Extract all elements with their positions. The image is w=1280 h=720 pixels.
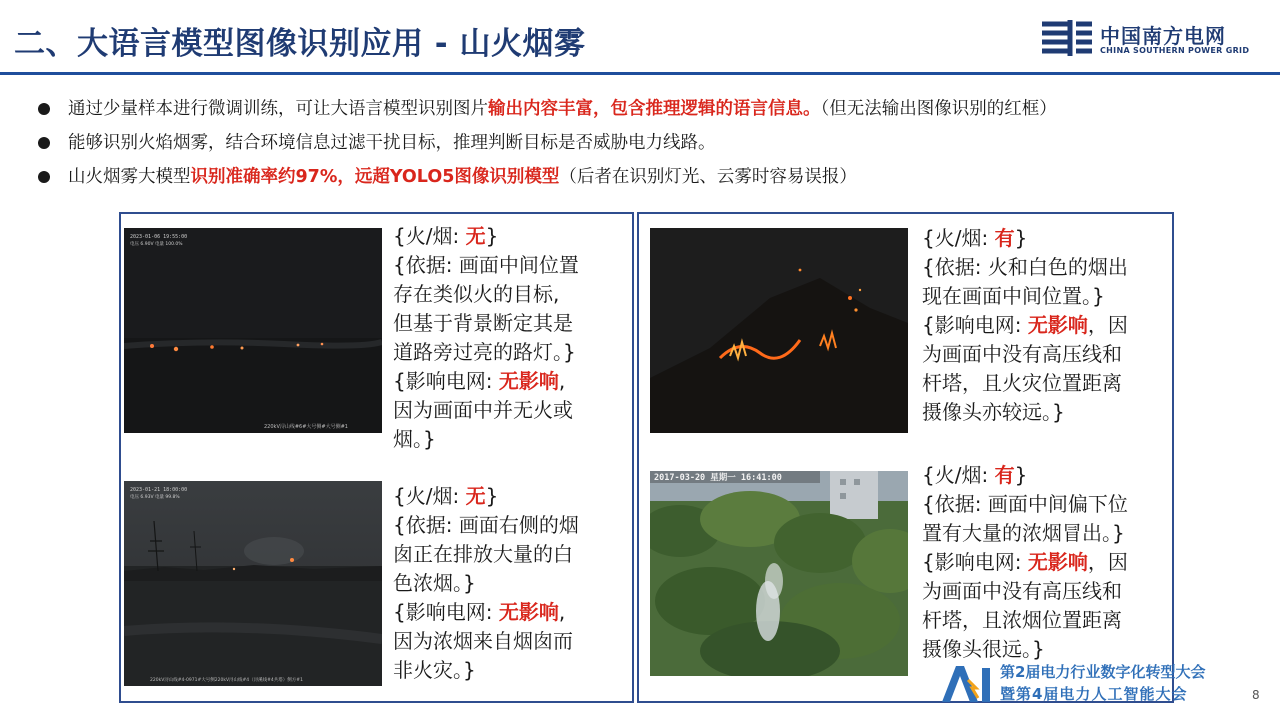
photo-overlay-top: 电压 6.90V 电量 100.0% [130,242,183,247]
description-line [922,253,1172,282]
verdict-highlight: 无影响 [498,600,559,624]
description-line [922,548,1177,577]
conference-title-1: 第2届电力行业数字化转型大会 [1000,663,1206,681]
photo-chimney-smoke [124,481,382,686]
verdict-highlight: 无影响 [1027,313,1088,337]
description-line [393,569,628,598]
case-description-4 [922,461,1177,664]
bullet-text: 通过少量样本进行微调训练，可让大语言模型识别图片 [68,99,488,119]
description-line [922,461,1177,490]
logo-text-en: CHINA SOUTHERN POWER GRID [1100,46,1250,55]
description-line [393,396,628,425]
photo-night-streetlights [124,228,382,433]
description-text: 摄像头亦较远。} [922,400,1065,424]
description-text: 存在类似火的目标, [393,282,560,306]
description-line [922,224,1172,253]
description-text: {依据: 火和白色的烟出 [922,255,1128,279]
conference-title-2: 暨第4届电力人工智能大会 [1000,685,1188,703]
case-description-1 [393,222,628,454]
description-line [922,490,1177,519]
description-text: } [1014,226,1028,250]
description-text: {影响电网: [922,550,1028,574]
description-text: 烟。} [393,427,436,451]
verdict-highlight: 无 [465,484,486,508]
bullet-dot-icon [38,103,50,115]
verdict-highlight: 无影响 [1027,550,1088,574]
description-line [393,656,628,685]
description-text: 现在画面中间位置。} [922,284,1105,308]
description-text: 因为浓烟来自烟囱而 [393,629,573,653]
photo-timestamp: 2023-01-21 18:00:00 [130,487,188,493]
description-line [393,627,628,656]
description-text: {影响电网: [393,600,499,624]
bullet-item [36,126,1276,160]
bullet-item [36,92,1276,126]
description-text: {火/烟: [393,224,466,248]
description-text: ，因 [1087,313,1128,337]
conference-badge [938,660,1238,706]
description-text: } [1014,463,1028,487]
logo-text-cn: 中国南方电网 [1100,24,1226,48]
photo-overlay-top: 电压 6.93V 电量 99.8% [130,495,180,500]
csg-logo-icon [1040,18,1094,58]
description-text: , [558,600,566,624]
description-line [393,367,628,396]
description-line [922,340,1172,369]
description-line [393,251,628,280]
photo-forest-smoke [650,471,908,676]
verdict-highlight: 无 [465,224,486,248]
description-line [393,309,628,338]
description-line [393,540,628,569]
page-number: 8 [1252,688,1260,702]
description-text: 摄像头很远。} [922,637,1045,661]
description-line [922,606,1177,635]
verdict-highlight: 有 [994,226,1015,250]
description-text: 杆塔，且火灾位置距离 [922,371,1122,395]
description-text: {依据: 画面中间偏下位 [922,492,1128,516]
description-line [393,598,628,627]
description-text: 色浓烟。} [393,571,476,595]
description-line [922,398,1172,427]
conference-logo-icon [938,662,994,704]
description-text: 为画面中没有高压线和 [922,342,1122,366]
description-text: 囱正在排放大量的白 [393,542,573,566]
description-text: {影响电网: [922,313,1028,337]
description-text: , [558,369,566,393]
description-line [393,280,628,309]
photo-timestamp: 2023-01-06 19:55:00 [130,234,188,240]
bullet-highlight-text: 输出内容丰富，包含推理逻辑的语言信息。 [488,99,821,119]
description-text: } [485,484,499,508]
description-line [922,311,1172,340]
description-text: } [485,224,499,248]
description-text: {火/烟: [922,463,995,487]
description-line [922,369,1172,398]
bullet-text: （后者在识别灯光、云雾时容易误报） [559,167,857,187]
description-line [922,282,1172,311]
bullet-dot-icon [38,137,50,149]
description-text: {影响电网: [393,369,499,393]
description-text: 为画面中没有高压线和 [922,579,1122,603]
bullet-text: 能够识别火焰烟雾，结合环境信息过滤干扰目标，推理判断目标是否威胁电力线路。 [68,133,716,153]
description-line [393,222,628,251]
description-line [393,482,628,511]
description-line [922,519,1177,548]
photo-overlay-bottom: 220kV浔山线#6#大号侧#大号侧#1 [264,424,348,430]
description-text: 因为画面中并无火或 [393,398,573,422]
description-line [922,577,1177,606]
description-text: 但基于背景断定其是 [393,311,573,335]
bullet-highlight-text: 识别准确率约97%，远超YOLO5图像识别模型 [190,167,560,187]
description-line [393,425,628,454]
photo-overlay-bottom: 220kV浔山线#4-0971#大号侧220kV浔山线#4（浔溪线#4共塔）侧方#1 [150,678,303,683]
verdict-highlight: 有 [994,463,1015,487]
description-text: 置有大量的浓烟冒出。} [922,521,1125,545]
bullet-dot-icon [38,171,50,183]
description-text: 非火灾。} [393,658,476,682]
description-text: {火/烟: [922,226,995,250]
case-description-3 [922,224,1172,427]
bullet-text: 山火烟雾大模型 [68,167,191,187]
csg-logo [1040,18,1270,62]
description-text: {依据: 画面中间位置 [393,253,579,277]
page-title: 二、大语言模型图像识别应用 - 山火烟雾 [14,26,586,62]
header-divider [0,72,1280,75]
description-line [393,338,628,367]
photo-timestamp: 2017-03-20 星期一 16:41:00 [654,473,782,483]
description-text: {依据: 画面右侧的烟 [393,513,579,537]
bullet-item [36,160,1276,194]
bullet-list [36,92,1276,194]
description-line [393,511,628,540]
verdict-highlight: 无影响 [498,369,559,393]
description-text: {火/烟: [393,484,466,508]
bullet-text: （但无法输出图像识别的红框） [820,99,1057,119]
case-description-2 [393,482,628,685]
description-text: 道路旁过亮的路灯。} [393,340,576,364]
photo-hill-fire [650,228,908,433]
description-text: ，因 [1087,550,1128,574]
description-text: 杆塔，且浓烟位置距离 [922,608,1122,632]
